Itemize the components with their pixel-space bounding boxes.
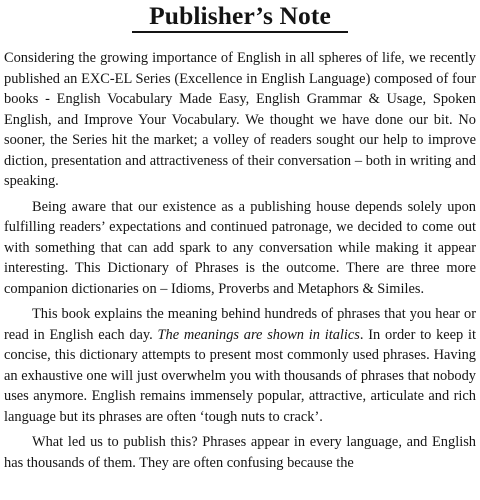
body-text [4,48,476,478]
paragraph-4: What led us to publish this? Phrases appear in every language, and English has thousands of them. They are often confusing because the [4,434,476,471]
paragraph-1: Considering the growing importance of English in all spheres of life, we recently published an EXC-EL Series (Excellence in English Language) composed of four books - English Vocabulary Made Easy, English Grammar & Usage, Spoken English, and Improve Your Vocabulary. We thought we have done our bit. No sooner, the Series hit the market; a volley of readers sought our help to improve diction, presentation and attractiveness of their conversation – both in writing and speaking. [4,50,476,189]
paragraph-3-italic-text: The meanings are shown in italics [157,326,360,343]
paragraph-3-text-before: This book explains the meaning behind hundreds of phrases that you hear or read in English each day. [4,306,476,343]
page-title: Publisher’s Note [149,1,331,30]
title-underline [132,31,348,33]
paragraph-3-text-after: . In order to keep it concise, this dictionary attempts to present most commonly used phrases. Having an exhaustive one will just overwhelm you with thousands of phrases that nobody uses anymore. English remains immensely popular, attractive, articulate and rich language but its phrases are often ‘tough nuts to crack’. [4,326,476,425]
paragraph-3 [4,304,476,427]
paragraph-2: Being aware that our existence as a publishing house depends solely upon fulfilling readers’ expectations and continued patronage, we decided to come out with something that can add spark to any conversation while making it appear interesting. This Dictionary of Phrases is the outcome. There are three more companion dictionaries on – Idioms, Proverbs and Metaphors & Similes. [4,198,476,297]
